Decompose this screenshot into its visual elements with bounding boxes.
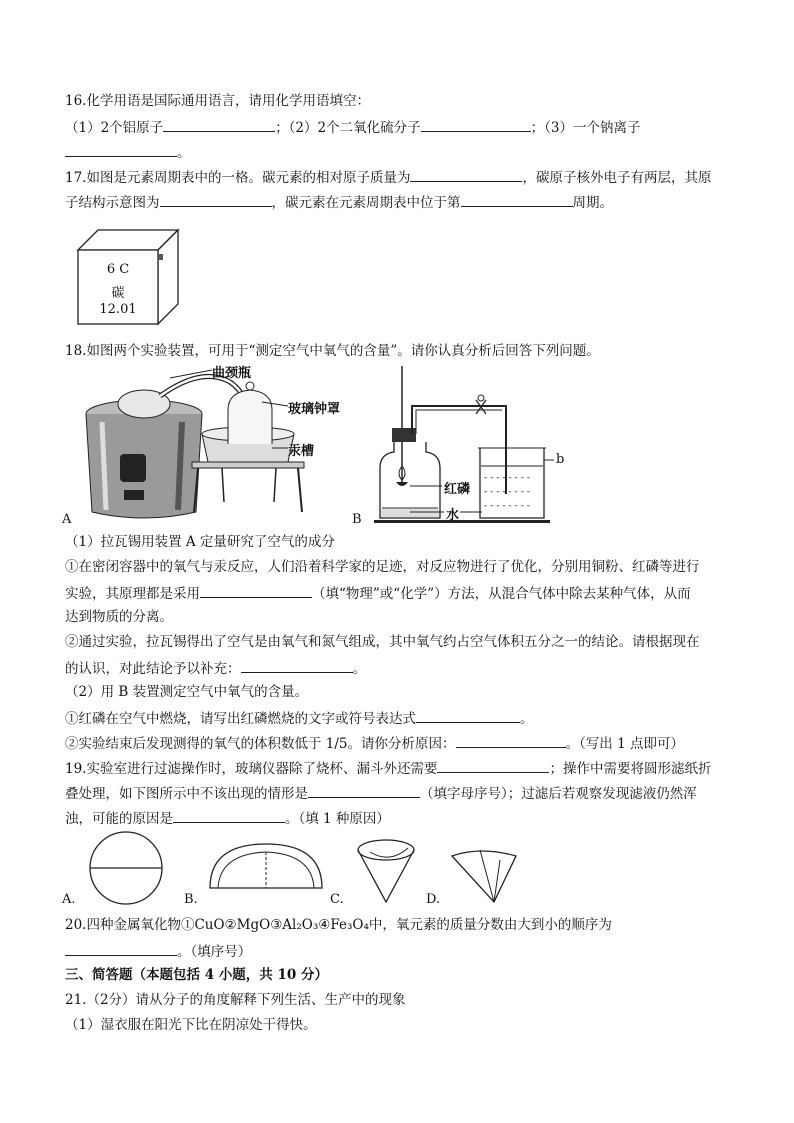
q17-blank-1[interactable] bbox=[410, 167, 522, 182]
q19-blank-3[interactable] bbox=[173, 808, 285, 823]
q17-blank-2[interactable] bbox=[160, 192, 272, 207]
q19-line2 bbox=[65, 783, 697, 803]
q18-p1: （1）拉瓦锡用装置 A 定量研究了空气的成分 bbox=[65, 534, 335, 550]
q17-text-e: 周期。 bbox=[572, 195, 613, 211]
q18-p1b-l2 bbox=[65, 658, 366, 678]
q19-text-d: （填字母序号）；过滤后若观察发现滤液仍然浑 bbox=[420, 786, 697, 802]
q18-p1b-l1: ②通过实验，拉瓦锡得出了空气是由氧气和氮气组成，其中氧气约占空气体积五分之一的结论。请根据现在 bbox=[65, 634, 700, 650]
q19-text-b: ；操作中需要将圆形滤纸折 bbox=[549, 761, 712, 777]
q18-p1b-end: 。 bbox=[352, 661, 366, 677]
svg-text:- - - - - - - -: - - - - - - - - bbox=[484, 501, 531, 511]
q16-blank-1[interactable] bbox=[163, 117, 275, 132]
q18-p1a-text-a: 实验，其原理都是采用 bbox=[65, 586, 200, 602]
q18-p1a-l1: ①在密闭容器中的氧气与汞反应，人们沿着科学家的足迹，对反应物进行了优化，分别用铜粉、红磷等进行 bbox=[65, 559, 700, 575]
q18-p2b-end: 。（写出 1 点即可） bbox=[565, 736, 684, 752]
option-d-label: D. bbox=[426, 892, 441, 907]
option-b-label: B. bbox=[184, 892, 198, 907]
q21-stem: 21.（2分）请从分子的角度解释下列生活、生产中的现象 bbox=[65, 992, 406, 1008]
q19-text-f: 。（填 1 种原因） bbox=[285, 811, 390, 827]
q19-text-c: 叠处理，如下图所示中不该出现的情形是 bbox=[65, 786, 308, 802]
q18-blank-1[interactable] bbox=[200, 583, 312, 598]
q19-line3 bbox=[65, 808, 390, 828]
q18-p1a-text-b: （填“物理”或“化学”）方法，从混合气体中除去某种气体，从而 bbox=[312, 586, 691, 602]
phosphorus-apparatus bbox=[350, 362, 590, 527]
q18-p1a-l3: 达到物质的分离。 bbox=[65, 609, 173, 625]
q19-blank-1[interactable] bbox=[437, 758, 549, 773]
q19-text-a: 19.实验室进行过滤操作时，玻璃仪器除了烧杯、漏斗外还需要 bbox=[65, 761, 438, 777]
label-mercury-trough: 汞槽 bbox=[288, 444, 315, 459]
q19-blank-2[interactable] bbox=[308, 783, 420, 798]
svg-text:- - - - - - - -: - - - - - - - - bbox=[484, 487, 531, 497]
q16-blank-3[interactable] bbox=[65, 142, 177, 157]
q16-end: 。 bbox=[177, 145, 191, 161]
filter-paper-shapes bbox=[60, 830, 520, 910]
q16-stem: 16.化学用语是国际通用语言，请用化学用语填空： bbox=[65, 93, 370, 109]
q17-text-b: ，碳原子核外电子有两层，其原 bbox=[522, 170, 712, 186]
q17-text-c: 子结构示意图为 bbox=[65, 195, 160, 211]
q16-blank-2[interactable] bbox=[421, 117, 531, 132]
q17-text-a: 17.如图是元素周期表中的一格。碳元素的相对原子质量为 bbox=[65, 170, 411, 186]
label-bell-jar: 玻璃钟罩 bbox=[288, 402, 341, 417]
q18-stem: 18.如图两个实验装置，可用于“测定空气中氧气的含量”。请你认真分析后回答下列问题。 bbox=[65, 343, 600, 359]
q21-part1: （1）湿衣服在阳光下比在阴凉处干得快。 bbox=[65, 1017, 317, 1033]
q17-line2 bbox=[65, 192, 613, 212]
q20-line1: 20.四种金属氧化物①CuO②MgO③Al₂O₃④Fe₃O₄中，氧元素的质量分数由大到小的顺序为 bbox=[65, 917, 612, 933]
option-a-label: A. bbox=[62, 892, 76, 907]
q18-blank-4[interactable] bbox=[456, 733, 566, 748]
figure-a bbox=[62, 362, 352, 527]
figure-b bbox=[350, 362, 590, 527]
q18-blank-3[interactable] bbox=[416, 708, 520, 723]
figure-b-letter: B bbox=[352, 512, 362, 527]
cell-number-symbol: 6 C bbox=[106, 262, 130, 277]
q18-p2a-end: 。 bbox=[520, 711, 534, 727]
cell-atomic-mass: 12.01 bbox=[99, 302, 137, 317]
svg-text:- - - - - - - -: - - - - - - - - bbox=[484, 473, 531, 483]
label-water: 水 bbox=[446, 508, 460, 523]
q19-text-e: 浊，可能的原因是 bbox=[65, 811, 173, 827]
label-retort: 曲颈瓶 bbox=[212, 366, 252, 381]
q18-p2a bbox=[65, 708, 534, 728]
q18-blank-2[interactable] bbox=[241, 658, 353, 673]
q18-p1a-l2 bbox=[65, 583, 691, 603]
section3-title: 三、简答题（本题包括 4 小题，共 10 分） bbox=[65, 967, 328, 983]
q16-part3: ；（3）一个钠离子 bbox=[530, 120, 641, 136]
label-b: b bbox=[556, 452, 565, 467]
q16-line2 bbox=[65, 117, 640, 137]
q20-blank[interactable] bbox=[65, 941, 177, 956]
label-red-phosphorus: 红磷 bbox=[444, 482, 471, 497]
q17-blank-3[interactable] bbox=[461, 192, 573, 207]
q17-text-d: ，碳元素在元素周期表中位于第 bbox=[271, 195, 461, 211]
periodic-cell-figure bbox=[74, 226, 184, 326]
cell-element-name: 碳 bbox=[111, 286, 125, 301]
figure-a-letter: A bbox=[62, 512, 72, 527]
q19-line1 bbox=[65, 758, 711, 778]
q18-p2: （2）用 B 装置测定空气中氧气的含量。 bbox=[65, 684, 309, 700]
option-c-label: C. bbox=[330, 892, 344, 907]
q16-line3 bbox=[65, 142, 191, 162]
q20-line2 bbox=[65, 941, 251, 961]
q18-p2b-text: ②实验结束后发现测得的氧气的体积数低于 1/5。请你分析原因： bbox=[65, 736, 456, 752]
filter-paper-figures bbox=[60, 830, 520, 910]
q16-part1: （1）2个铝原子 bbox=[65, 120, 164, 136]
q16-part2: ；（2）2个二氧化硫分子 bbox=[275, 120, 421, 136]
q17-line1 bbox=[65, 167, 711, 187]
q18-p2b bbox=[65, 733, 684, 753]
q18-p1b-text: 的认识，对此结论予以补充： bbox=[65, 661, 241, 677]
q18-p2a-text: ①红磷在空气中燃烧，请写出红磷燃烧的文字或符号表达式 bbox=[65, 711, 416, 727]
q20-text-end: 。（填序号） bbox=[177, 944, 252, 960]
